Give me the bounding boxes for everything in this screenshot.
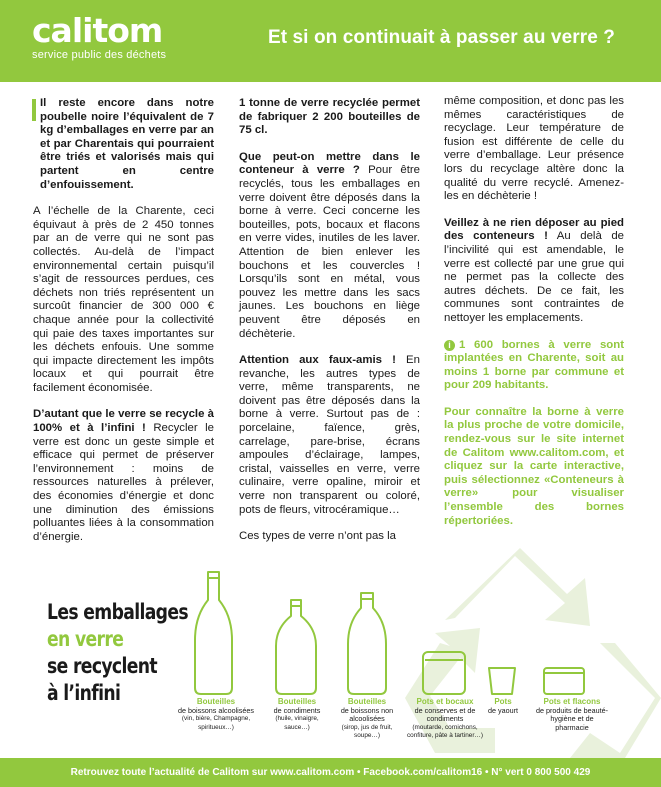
slogan-line-1: Les emballages — [47, 600, 188, 624]
paragraph-find-borne[interactable]: Pour connaître la borne à verre la plus proche de votre domicile, rendez-vous sur le site internet de Calitom www.calitom.com, et cliquez sur la carte interactive, puis sélectionnez «Conteneurs à verre» pour visualiser l’ensemble des bornes répertoriées. — [444, 405, 624, 527]
caption-condiment-bottles — [266, 698, 328, 732]
paragraph-one-tonne — [239, 97, 420, 138]
footer-band[interactable]: Retrouvez toute l’actualité de Calitom sur www.calitom.com • Facebook.com/calitom16 • N° vert 0 800 500 429 — [0, 758, 661, 787]
paragraph-false-friends — [239, 354, 420, 517]
caption-juice-bottles — [336, 698, 398, 741]
caption-wine-bottles — [170, 698, 262, 732]
body-what-to-put: Pour être recyclés, tous les emballages en verre doivent être déposés dans la borne à verre. Ceci concerne les bouteilles, pots, bocaux et flacons en verre vides, inutiles de les laver. Attention de bien enlever les bouchons et les couvercles ! Lorsqu’ils sont en métal, vous pouvez les mettre dans les sacs jaunes. Les bouchons en liège peuvent être déposés en déchèterie. — [239, 164, 420, 340]
caption-title: Pots — [494, 697, 512, 706]
lead-what-to-put: Que peut-on mettre dans le conteneur à verre ? — [239, 150, 420, 177]
header-band — [0, 0, 661, 82]
caption-jars — [404, 698, 486, 741]
yogurt-pot-icon — [489, 668, 515, 694]
slogan-line-2: en verre — [47, 627, 124, 651]
intro-accent-bar — [32, 99, 36, 121]
article-column-2 — [239, 97, 420, 557]
logo-tagline: service public des déchets — [32, 49, 167, 61]
caption-note: (sirop, jus de fruit, soupe…) — [341, 723, 393, 740]
caption-note: (moutarde, cornichons, confiture, pâte à tartiner…) — [406, 723, 483, 740]
lead-one-tonne: 1 tonne de verre recyclée permet de fabriquer 2 200 bouteilles de 75 cl. — [239, 97, 420, 137]
logo-word: calitom — [32, 11, 163, 50]
article-column-1 — [33, 97, 214, 557]
caption-yogurt-pots — [484, 698, 522, 715]
lead-recycle-infinite: D’autant que le verre se recycle à 100% et à l’infini ! — [33, 408, 214, 435]
paragraph-composition: même composition, et donc pas les mêmes caractéristiques de recyclage. Leur température de fusion est différente de celle du verre d’emballage. Leur présence lors du recyclage altère donc la qualité du verre recyclé. Amenez-les en déchèterie ! — [444, 95, 624, 203]
body-no-deposit: Au delà de l’incivilité qui est amendable, le verre est collecté par une grue qui ne permet pas la collecte des autres déchets. De ce fait, les communes sont contraintes de nettoyer les emplacements. — [444, 230, 624, 324]
caption-cosmetics — [534, 698, 610, 732]
intro-paragraph — [33, 97, 214, 192]
paragraph-glass-types: Ces types de verre n’ont pas la — [239, 530, 397, 543]
caption-sub: de boissons alcoolisées — [178, 705, 254, 715]
intro-text: Il reste encore dans notre poubelle noire l’équivalent de 7 kg d’emballages en verre par an et par Charentais qui pourraient être triés et valorisés mais qui partent en centre d’enfouissement. — [40, 97, 214, 191]
lead-false-friends: Attention aux faux-amis ! — [239, 354, 396, 367]
caption-sub: de yaourt — [488, 705, 518, 715]
info-icon: i — [444, 340, 455, 351]
caption-note: (huile, vinaigre, sauce…) — [275, 715, 319, 731]
bornes-count-text: 1 600 bornes à verre sont implantées en Charente, soit au moins 1 borne par commune et pour 209 habitants. — [444, 338, 624, 392]
caption-note: (vin, bière, Champagne, spiritueux…) — [181, 715, 251, 731]
wine-bottle-icon — [195, 572, 232, 694]
caption-title: Bouteilles — [277, 697, 317, 706]
paragraph-recycle-infinite — [33, 408, 214, 544]
calitom-logo[interactable] — [32, 11, 167, 61]
jar-icon — [423, 652, 465, 694]
caption-title: Bouteilles — [196, 697, 236, 706]
caption-sub: de boissons non alcoolisées — [340, 705, 394, 724]
paragraph-what-to-put — [239, 151, 420, 341]
caption-sub: de condiments — [273, 705, 321, 715]
condiment-bottle-icon — [276, 600, 316, 694]
body-false-friends: En revanche, les autres types de verre, même transparents, ne doivent pas être déposés dans la borne à verre. Surtout pas de : porcelaine, faïence, grès, carrelage, pare-brise, écrans ampoules d’éclairage, lampes, cristal, vaisselles en verre, verre culinaire, verre opaline, miroir et verre non transparent ou coloré, pots de fleurs, vitrocéramique… — [239, 354, 420, 516]
paragraph-no-deposit — [444, 217, 624, 326]
cosmetics-pot-icon — [544, 668, 584, 694]
caption-title: Pots et bocaux — [416, 697, 474, 706]
caption-title: Pots et flacons — [543, 697, 601, 706]
caption-sub: de produits de beauté-hygiène et de pharmacie — [536, 705, 608, 732]
juice-bottle-icon — [348, 593, 386, 694]
caption-title: Bouteilles — [347, 697, 387, 706]
paragraph-bornes-count — [444, 339, 624, 393]
paragraph-charente-stats: A l’échelle de la Charente, ceci équivaut à près de 2 450 tonnes par an de verre qui ne sont pas collectés. Au-delà de l’impact environnemental certain puisqu’il s’agit de ressources perdues, ces déchets non triés représentent un surcoût financier de 300 000 € chaque année pour la collectivité qui paie des taxes importantes sur les déchets enfouis. Une somme qui impacte directement les impôts locaux et qui pourrait être facilement économisée. — [33, 205, 214, 394]
slogan-line-3: se recyclent — [47, 654, 157, 678]
body-recycle-infinite: Recycler le verre est donc un geste simple et efficace qui permet de préserver l’environnement : moins de ressources naturelles à prélever, des économies d’énergie et donc une diminution des émissions polluantes liées à la consommation d’énergie. — [33, 422, 214, 543]
slogan-line-4: à l’infini — [47, 681, 121, 705]
lead-no-deposit: Veillez à ne rien déposer au pied des conteneurs ! — [444, 216, 624, 243]
caption-sub: de conserves et de condiments — [414, 705, 476, 724]
article-column-3 — [444, 95, 624, 541]
page-title: Et si on continuait à passer au verre ? — [267, 27, 615, 48]
